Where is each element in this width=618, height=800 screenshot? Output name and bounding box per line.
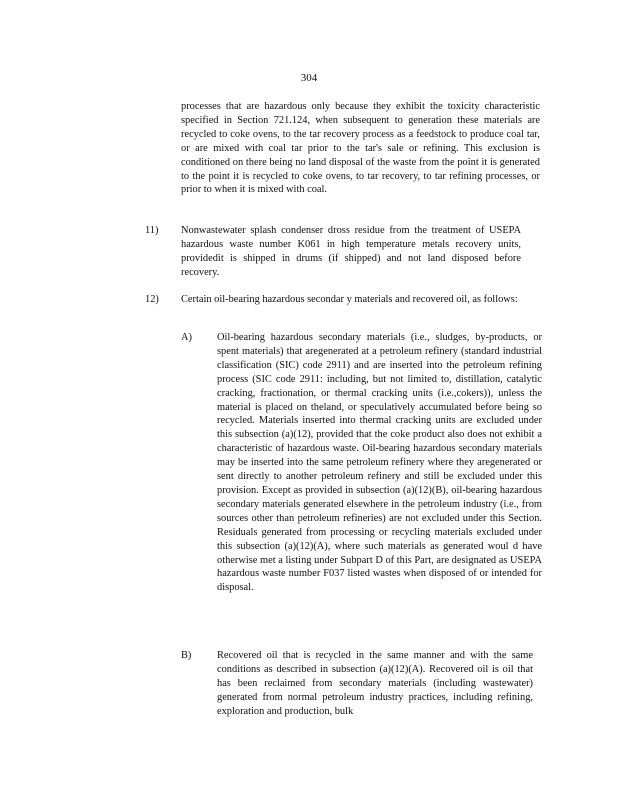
subitem-b-text: Recovered oil that is recycled in the same manner and with the same conditions as described in subsection (a)(12)(A). Recovered oil is oil that has been reclaimed from secondary materials (including wastewater) generated from normal petroleum industry practices, including refining, exploration and production, bulk [217,650,533,717]
item-12-number: 12) [145,294,159,305]
item-11-number: 11) [145,225,159,236]
item-12-text: Certain oil-bearing hazardous secondar y materials and recovered oil, as follows: [181,294,518,305]
subitem-a-text: Oil-bearing hazardous secondary materials (i.e., sludges, by-products, or spent materials) that aregenerated at a petroleum refinery (standard industrial classification (SIC) code 2911) and are inserted into the petroleum refining process (SIC code 2911: including, but not limited to, distillation, catalytic cracking, fractionation, or thermal cracking units (i.e.,cokers)), unless the material is placed on theland, or speculatively accumulated before being so recycled. Materials inserted into thermal cracking units are excluded under this subsection (a)(12), provided that the coke product also does not exhibit a characteristic of hazardous waste. Oil-bearing hazardous secondary materials may be inserted into the same petroleum refinery where they aregenerated or sent directly to another petroleum refinery and still be excluded under this provision. Except as provided in subsection (a)(12)(B), oil-bearing hazardous secondary materials generated elsewhere in the petroleum industry (i.e., from sources other than petroleum refineries) are not excluded under this Section. Residuals generated from processing or recycling materials excluded under this subsection (a)(12)(A), where such materials as generated woul d have otherwise met a listing under Subpart D of this Part, are designated as USEPA hazardous waste number F037 listed wastes when disposed of or intended for disposal. [217,332,542,594]
subitem-a-letter: A) [181,332,192,343]
item-11-text: Nonwastewater splash condenser dross residue from the treatment of USEPA hazardous waste number K061 in high temperature metals recovery units, providedit is shipped in drums (if shipped) and not land disposed before recovery. [181,225,521,278]
subitem-b-letter: B) [181,650,192,661]
intro-paragraph: processes that are hazardous only because they exhibit the toxicity characteristic specified in Section 721.124, when subsequent to generation these materials are recycled to coke ovens, to the tar recovery process as a feedstock to produce coal tar, or are mixed with coal tar prior to the tar's sale or refining. This exclusion is conditioned on there being no land disposal of the waste from the point it is generated to the point it is recycled to coke ovens, to tar recovery, to tar refining processes, or prior to when it is mixed with coal. [181,101,540,196]
page-number: 304 [300,72,318,84]
